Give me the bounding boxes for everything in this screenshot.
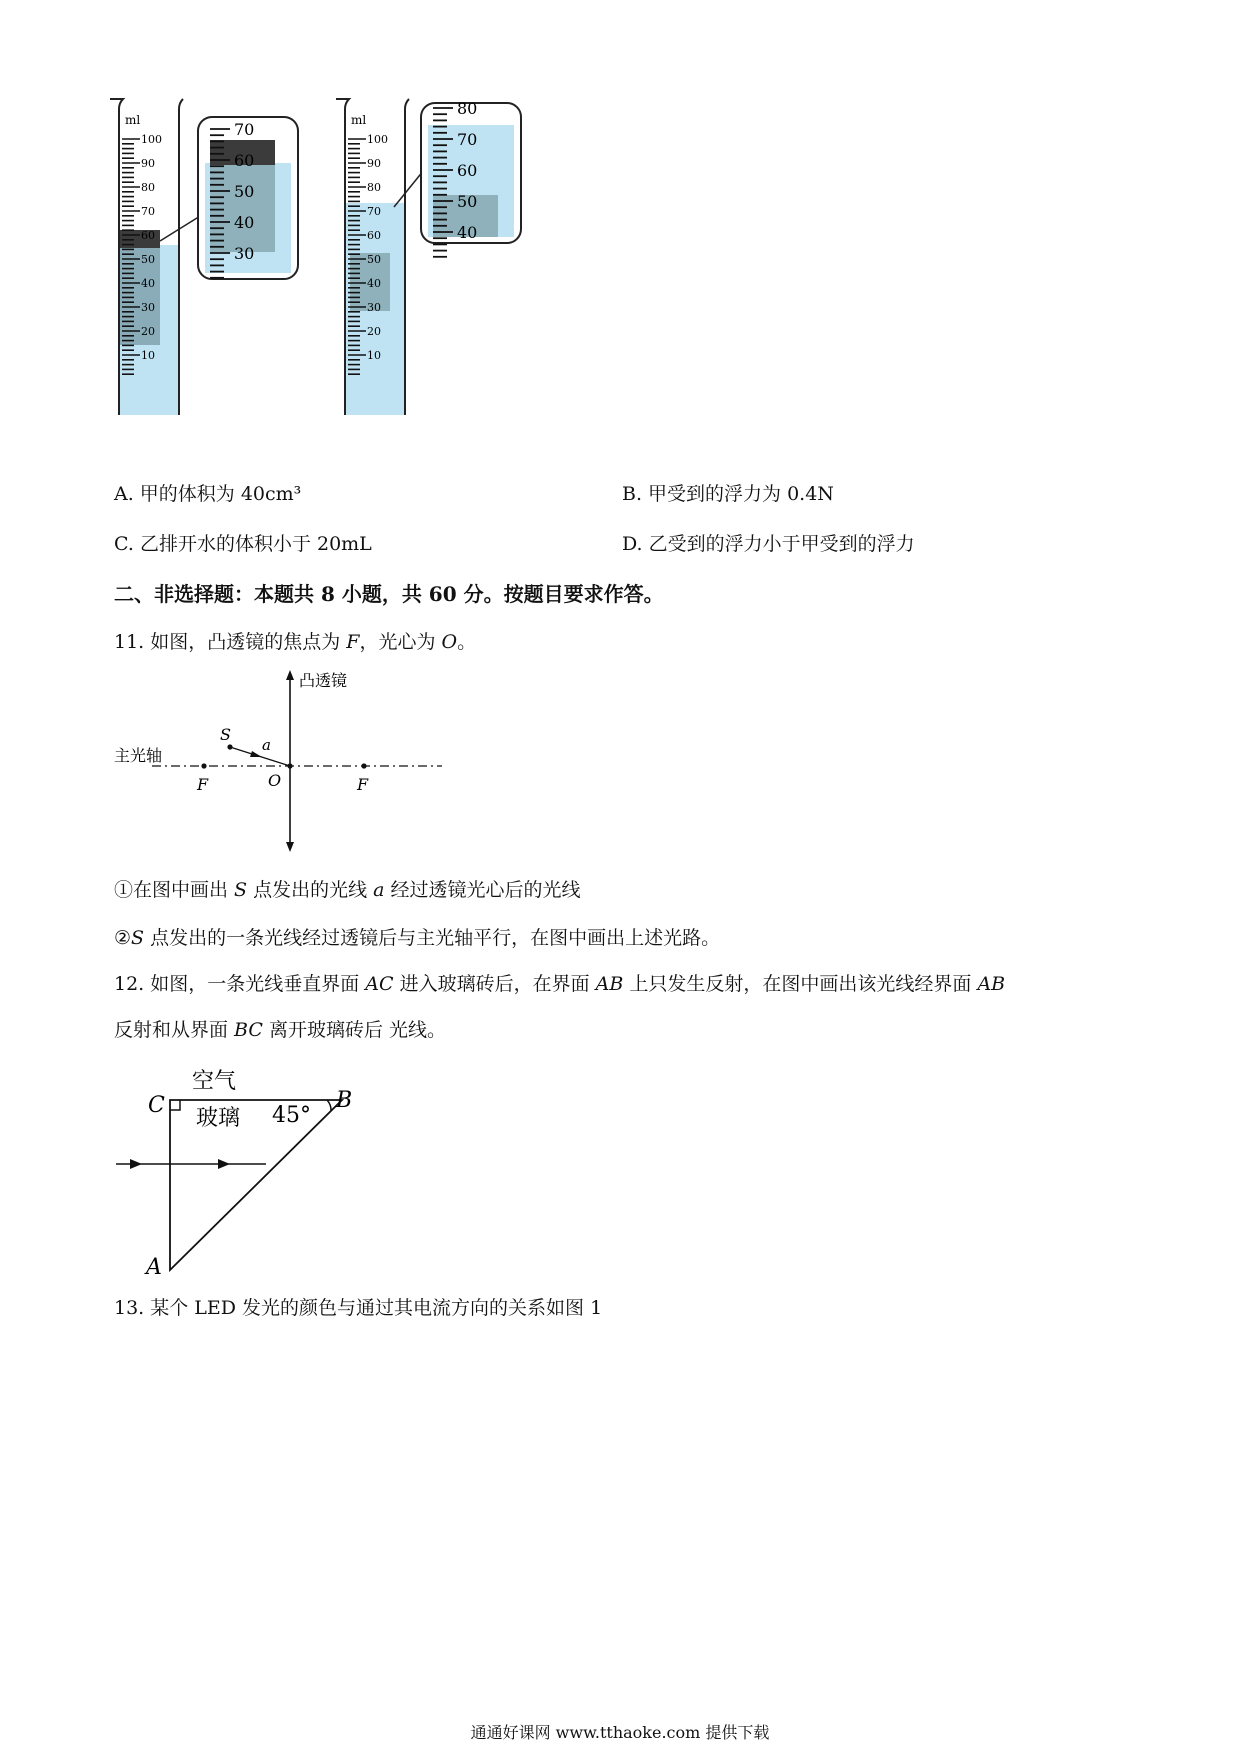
scale-label: 90 — [367, 157, 381, 170]
q11-sub1-prefix: ①在图中画出 — [114, 879, 235, 901]
zoom-object-left — [210, 157, 275, 252]
scale-label: 60 — [141, 229, 155, 242]
axis-label: 主光轴 — [114, 746, 163, 765]
cylinder-right — [330, 99, 521, 415]
zoom-scale-label: 80 — [457, 99, 478, 118]
unit-label-right: ml — [351, 113, 367, 127]
ray-a-arrow — [250, 751, 262, 757]
incident-ray-arrow-1 — [130, 1159, 142, 1169]
vertex-B-label: B — [336, 1088, 353, 1113]
scale-label: 10 — [367, 349, 381, 362]
zoom-scale-label: 50 — [457, 192, 478, 211]
q11-stem-end: 。 — [457, 631, 477, 653]
air-label: 空气 — [192, 1069, 237, 1094]
q12-line2-b: 离开玻璃砖后 光线。 — [262, 1019, 446, 1041]
scale-label: 60 — [367, 229, 381, 242]
scale-label: 30 — [141, 301, 155, 314]
vertex-A-label: A — [146, 1255, 162, 1280]
scale-label: 80 — [141, 181, 155, 194]
footer-text: 通通好课网 www.tthaoke.com 提供下载 — [470, 1723, 770, 1742]
zoom-scale-label: 50 — [234, 182, 255, 201]
scale-label: 80 — [367, 181, 381, 194]
zoom-scale-label: 30 — [234, 244, 255, 263]
q13-stem: 13. 某个 LED 发光的颜色与通过其电流方向的关系如图 1 — [114, 1297, 603, 1319]
zoom-scale-label: 60 — [234, 151, 255, 170]
q12-stem-line1 — [114, 972, 1005, 996]
q11-sub1-end: 经过透镜光心后的光线 — [384, 879, 581, 901]
option-b: B. 甲受到的浮力为 0.4N — [622, 483, 834, 505]
q11-sub1-S: S — [234, 879, 248, 901]
scale-label: 90 — [141, 157, 155, 170]
convex-lens-diagram — [112, 668, 452, 858]
scale-label: 50 — [141, 253, 155, 266]
q11-sub2 — [114, 926, 720, 950]
q11-stem-mid: ，光心为 — [359, 631, 442, 653]
zoom-scale-label: 40 — [234, 213, 255, 232]
q11-stem-prefix: 11. 如图，凸透镜的焦点为 — [114, 631, 347, 653]
q11-stem — [114, 630, 476, 654]
unit-label-left: ml — [125, 113, 141, 127]
q12-BC: BC — [234, 1019, 263, 1041]
scale-label: 20 — [141, 325, 155, 338]
scale-label: 70 — [367, 205, 381, 218]
q11-stem-F: F — [346, 631, 360, 653]
focal-label-left: F — [197, 775, 209, 794]
q12-line1-b: 进入玻璃砖后，在界面 — [393, 973, 596, 995]
q12-line1-c: 上只发生反射，在图中画出该光线经界面 — [623, 973, 978, 995]
q11-sub2-S: S — [131, 927, 145, 949]
q12-AC: AC — [365, 973, 394, 995]
glass-label: 玻璃 — [196, 1106, 241, 1131]
focal-point-right — [361, 763, 366, 768]
angle-arc-45 — [327, 1100, 331, 1111]
lens-label: 凸透镜 — [299, 671, 348, 690]
q12-line2-a: 反射和从界面 — [114, 1019, 235, 1041]
angle-label: 45° — [272, 1103, 311, 1128]
vertex-C-label: C — [148, 1093, 165, 1118]
zoom-scale-label: 70 — [234, 120, 255, 139]
scale-label: 10 — [141, 349, 155, 362]
ray-a-label: a — [262, 736, 271, 754]
q11-sub1-a: a — [373, 879, 385, 901]
incident-ray-arrow-2 — [218, 1159, 230, 1169]
scale-label: 70 — [141, 205, 155, 218]
lens-arrow-top — [286, 670, 294, 680]
q11-sub1 — [114, 878, 581, 902]
scale-label: 40 — [367, 277, 381, 290]
section-heading: 二、非选择题：本题共 8 小题，共 60 分。按题目要求作答。 — [114, 582, 664, 606]
q12-AB2: AB — [977, 973, 1006, 995]
q11-stem-O: O — [441, 631, 458, 653]
q11-sub2-prefix: ② — [114, 927, 132, 949]
focal-label-right: F — [357, 775, 369, 794]
q12-line1-a: 12. 如图，一条光线垂直界面 — [114, 973, 366, 995]
optical-center-label: O — [268, 771, 282, 790]
zoom-scale-label: 60 — [457, 161, 478, 180]
scale-label: 100 — [367, 133, 388, 146]
scale-label: 30 — [367, 301, 381, 314]
option-d: D. 乙受到的浮力小于甲受到的浮力 — [622, 533, 915, 555]
scale-label: 40 — [141, 277, 155, 290]
glass-prism-diagram — [112, 1062, 372, 1282]
option-a: A. 甲的体积为 40cm³ — [114, 483, 302, 505]
q12-stem-line2 — [114, 1018, 446, 1042]
zoom-scale-label: 70 — [457, 130, 478, 149]
option-c: C. 乙排开水的体积小于 20mL — [114, 533, 372, 555]
q11-sub1-mid: 点发出的光线 — [247, 879, 374, 901]
q12-AB1: AB — [595, 973, 624, 995]
zoom-scale-label: 40 — [457, 223, 478, 242]
lens-arrow-bottom — [286, 842, 294, 852]
point-S-label: S — [220, 725, 231, 744]
scale-label: 100 — [141, 133, 162, 146]
scale-label: 20 — [367, 325, 381, 338]
cylinder-left — [110, 99, 298, 415]
right-angle-marker — [170, 1100, 180, 1110]
q11-sub2-end: 点发出的一条光线经过透镜后与主光轴平行，在图中画出上述光路。 — [144, 927, 721, 949]
graduated-cylinders-figure — [110, 95, 600, 415]
focal-point-left — [201, 763, 206, 768]
scale-label: 50 — [367, 253, 381, 266]
